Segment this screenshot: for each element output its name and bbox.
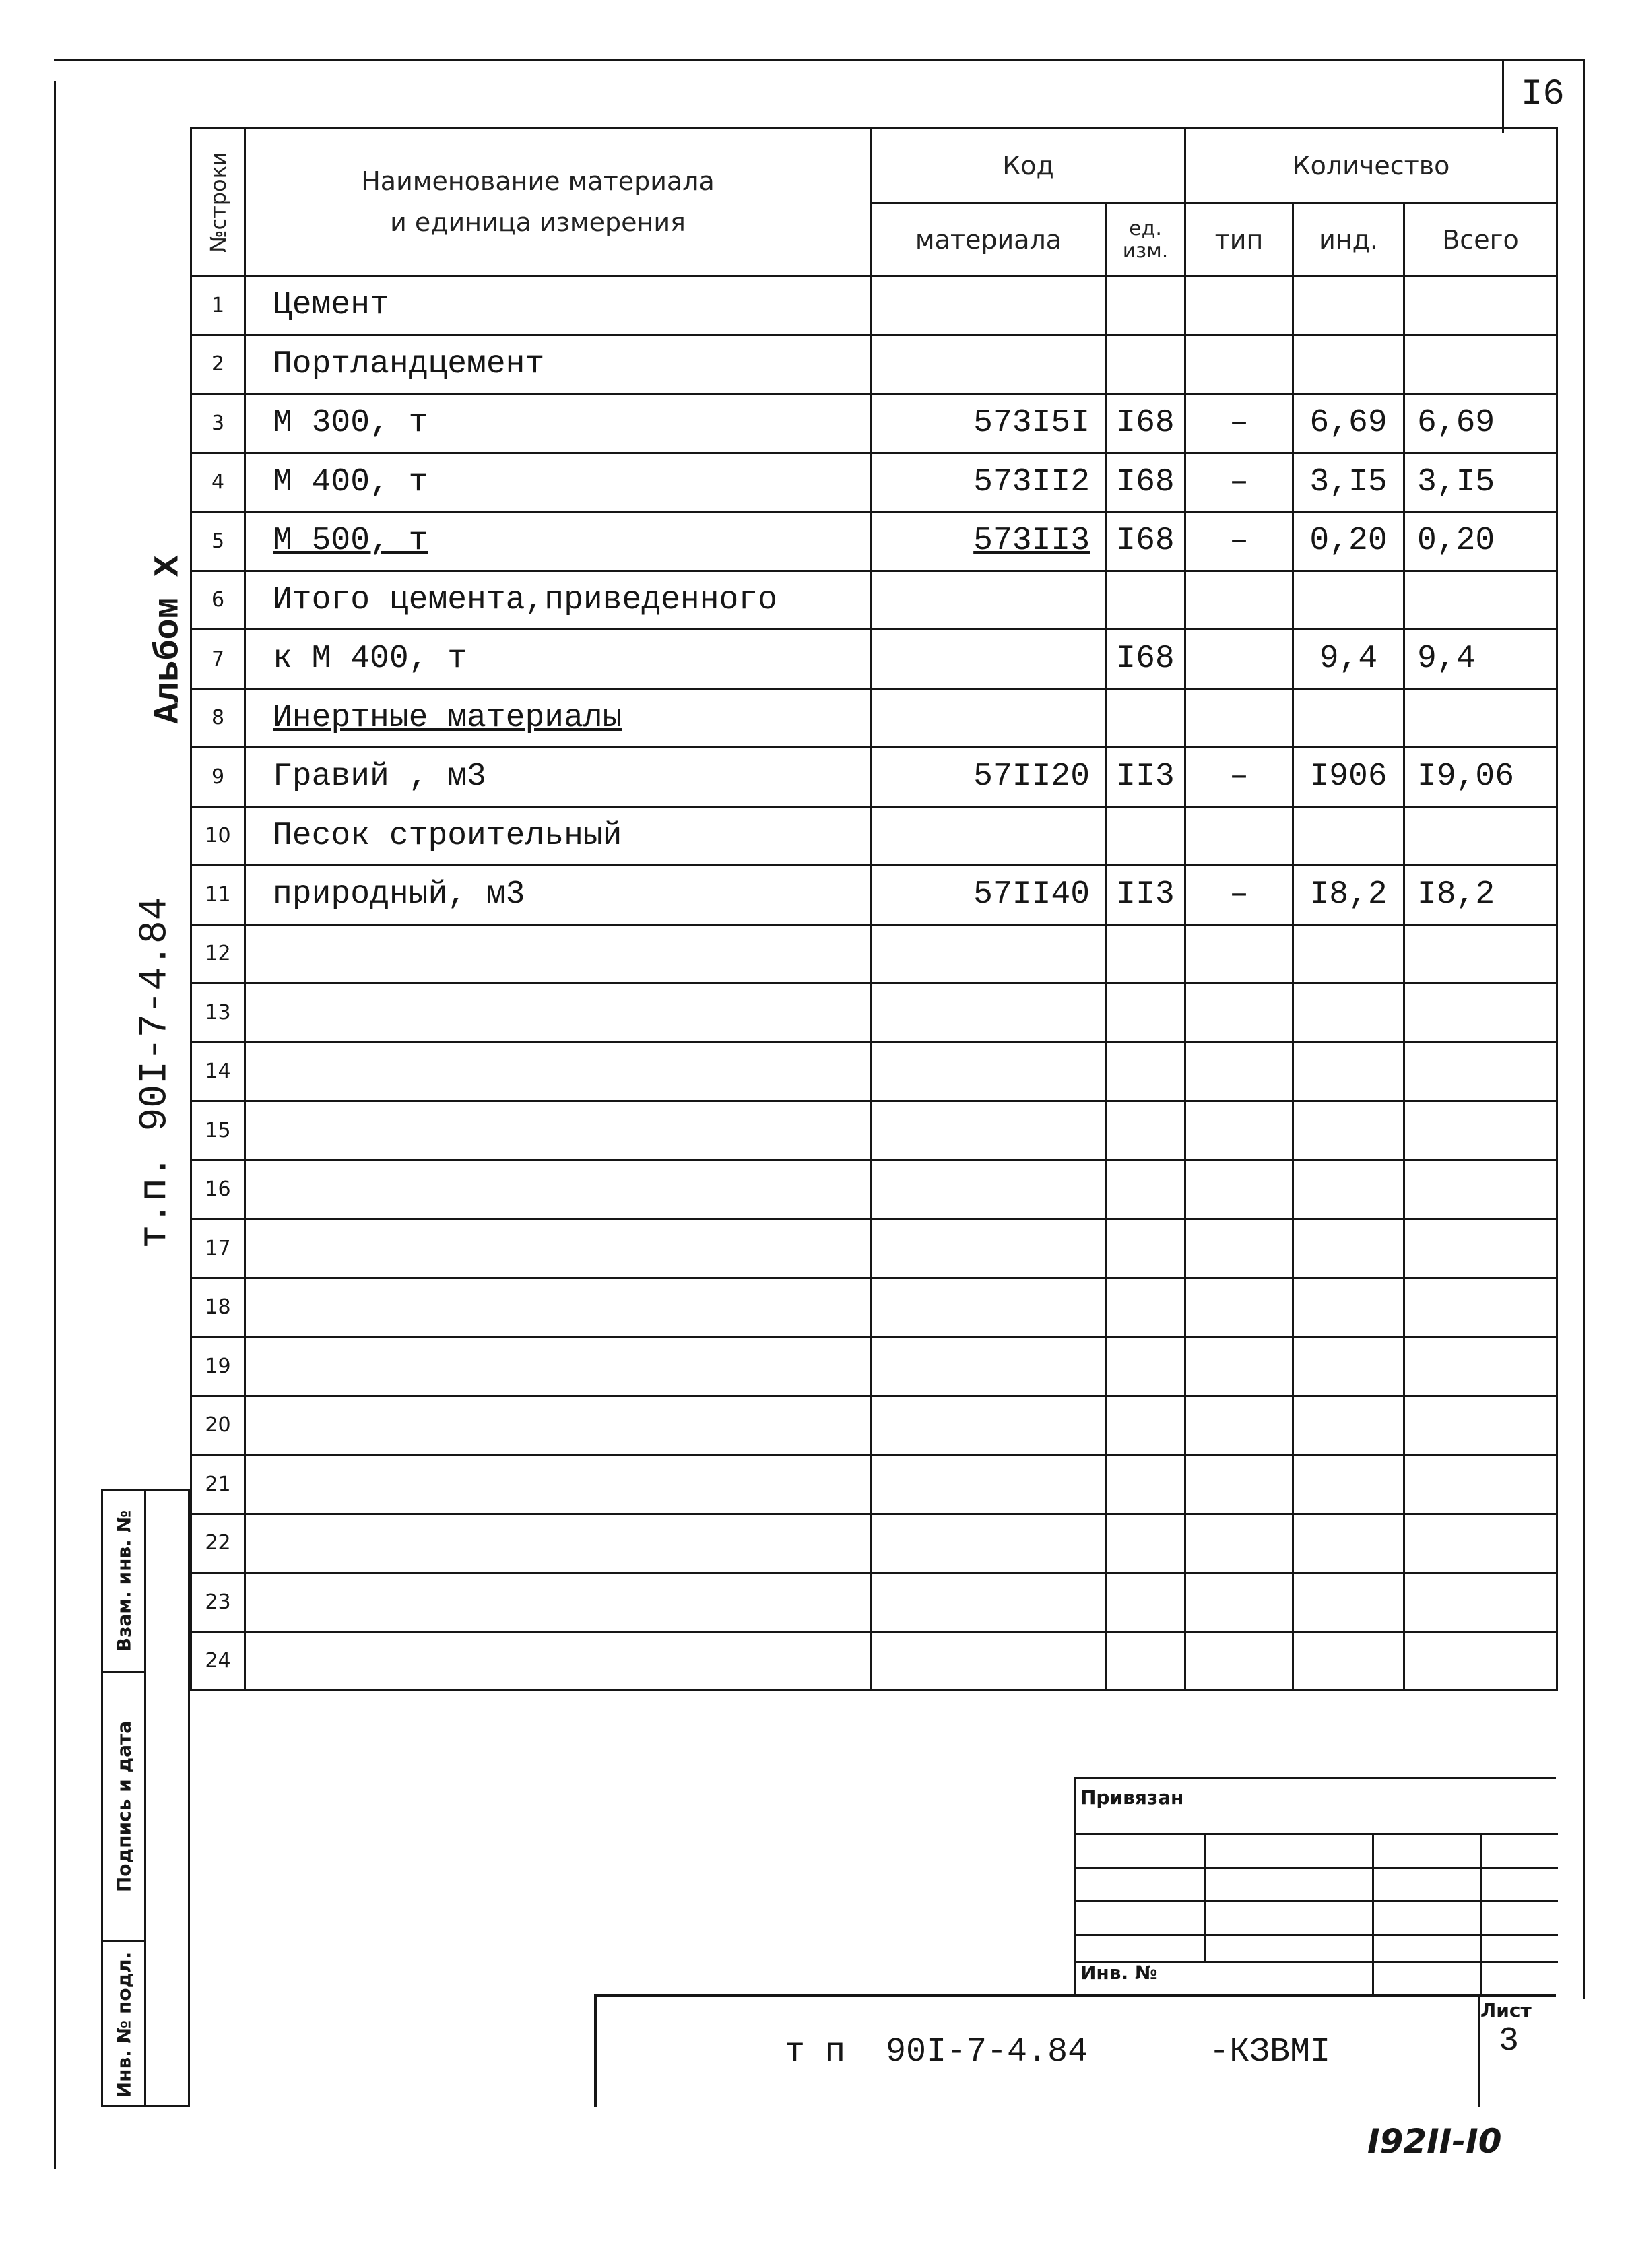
qty-ind-cell [1293,924,1404,983]
qty-type-cell [1185,1337,1293,1396]
row-number-cell: 11 [191,866,245,925]
row-number-cell: 18 [191,1278,245,1337]
material-name-cell: Цемент [245,276,872,335]
material-code-cell [872,983,1106,1043]
binding-line [1076,1900,1558,1902]
unit-code-cell [1106,1278,1185,1337]
qty-total-cell [1404,276,1557,335]
qty-type-cell [1185,335,1293,394]
qty-ind-cell: I8,2 [1293,866,1404,925]
qty-total-cell [1404,1101,1557,1161]
materials-table-body [191,276,1557,1691]
archive-number: I92II-I0 [1367,2122,1502,2161]
table-row [191,1101,1557,1161]
row-number-cell: 4 [191,453,245,512]
table-row [191,1042,1557,1101]
qty-total-cell [1404,1396,1557,1455]
material-name-cell: М 300, т [245,394,872,453]
material-code-cell [872,630,1106,689]
qty-type-cell: – [1185,512,1293,571]
material-name-cell: к М 400, т [245,630,872,689]
qty-type-cell [1185,1573,1293,1632]
header-code: Код [872,128,1185,203]
table-row [191,1573,1557,1632]
material-name-cell: Итого цемента,приведенного [245,571,872,630]
row-number-cell: 9 [191,748,245,807]
table-row [191,1455,1557,1514]
row-number-cell: 20 [191,1396,245,1455]
header-quantity: Количество [1185,128,1557,203]
qty-type-cell [1185,924,1293,983]
material-name-cell [245,1396,872,1455]
qty-ind-cell [1293,1219,1404,1278]
qty-type-cell [1185,630,1293,689]
table-row [191,394,1557,453]
row-number-cell: 24 [191,1631,245,1691]
material-code-cell [872,688,1106,748]
qty-total-cell [1404,688,1557,748]
qty-total-cell [1404,1219,1557,1278]
material-code-cell: 573I5I [872,394,1106,453]
material-code-cell [872,1455,1106,1514]
qty-ind-cell [1293,1396,1404,1455]
qty-ind-cell [1293,1042,1404,1101]
row-number-cell: 2 [191,335,245,394]
qty-type-cell [1185,1631,1293,1691]
qty-ind-cell: 3,I5 [1293,453,1404,512]
table-row [191,688,1557,748]
qty-type-cell [1185,1396,1293,1455]
binding-line [1076,1833,1558,1835]
material-name-cell [245,1101,872,1161]
unit-code-cell [1106,1455,1185,1514]
qty-ind-cell [1293,335,1404,394]
qty-total-cell [1404,1160,1557,1219]
qty-total-cell [1404,1455,1557,1514]
row-number-cell: 17 [191,1219,245,1278]
material-code-cell: 573II3 [872,512,1106,571]
qty-total-cell [1404,1631,1557,1691]
qty-total-cell [1404,1337,1557,1396]
material-name-cell: М 500, т [245,512,872,571]
qty-type-cell [1185,1514,1293,1573]
table-row [191,1160,1557,1219]
project-code-label: т.п. 90I-7-4.84 [133,897,178,1249]
material-code-cell [872,1631,1106,1691]
material-code-cell [872,1042,1106,1101]
table-row [191,335,1557,394]
material-name-cell: Портландцемент [245,335,872,394]
unit-code-cell: I68 [1106,394,1185,453]
qty-total-cell: I9,06 [1404,748,1557,807]
qty-ind-cell [1293,1514,1404,1573]
qty-type-cell [1185,1455,1293,1514]
row-number-cell: 3 [191,394,245,453]
qty-ind-cell [1293,1278,1404,1337]
unit-code-cell [1106,1514,1185,1573]
table-row [191,1631,1557,1691]
qty-ind-cell [1293,276,1404,335]
qty-total-cell: 0,20 [1404,512,1557,571]
row-number-cell: 6 [191,571,245,630]
unit-code-cell [1106,1337,1185,1396]
row-number-cell: 13 [191,983,245,1043]
qty-total-cell [1404,1573,1557,1632]
left-border-line [54,81,56,2169]
material-name-cell [245,1278,872,1337]
qty-ind-cell [1293,688,1404,748]
qty-ind-cell [1293,1573,1404,1632]
row-number-cell: 12 [191,924,245,983]
unit-code-cell [1106,806,1185,866]
qty-ind-cell [1293,1337,1404,1396]
qty-ind-cell [1293,1631,1404,1691]
unit-code-cell [1106,924,1185,983]
row-number-cell: 15 [191,1101,245,1161]
material-name-cell [245,924,872,983]
unit-code-cell: II3 [1106,866,1185,925]
unit-code-cell: I68 [1106,453,1185,512]
sheet-label: Лист [1480,1999,1532,2021]
unit-code-cell [1106,1160,1185,1219]
qty-total-cell [1404,1278,1557,1337]
row-number-cell: 8 [191,688,245,748]
row-number-cell: 23 [191,1573,245,1632]
material-name-cell [245,1573,872,1632]
unit-code-cell [1106,983,1185,1043]
sheet-number: 3 [1499,2022,1520,2061]
qty-type-cell [1185,688,1293,748]
table-row [191,806,1557,866]
qty-type-cell: – [1185,394,1293,453]
table-row [191,453,1557,512]
row-number-cell: 10 [191,806,245,866]
row-number-cell: 16 [191,1160,245,1219]
table-row [191,1514,1557,1573]
table-row [191,924,1557,983]
material-name-cell [245,1337,872,1396]
qty-type-cell: – [1185,866,1293,925]
row-number-cell: 19 [191,1337,245,1396]
row-number-cell: 5 [191,512,245,571]
material-code-cell [872,1278,1106,1337]
qty-type-cell: – [1185,453,1293,512]
qty-ind-cell: 6,69 [1293,394,1404,453]
table-row [191,276,1557,335]
material-name-cell [245,983,872,1043]
album-label: Альбом X [148,555,189,724]
unit-code-cell: I68 [1106,630,1185,689]
unit-code-cell [1106,1219,1185,1278]
material-name-cell: Инертные материалы [245,688,872,748]
approval-stamp-column [101,1489,190,2107]
material-code-cell [872,1337,1106,1396]
stamp-orig-inv: Инв. № подл. [103,1942,146,2107]
unit-code-cell: I68 [1106,512,1185,571]
binding-divider [1204,1833,1206,1961]
table-row [191,512,1557,571]
qty-ind-cell [1293,1101,1404,1161]
qty-ind-cell [1293,1160,1404,1219]
table-row [191,983,1557,1043]
qty-type-cell: – [1185,748,1293,807]
material-name-cell: М 400, т [245,453,872,512]
unit-code-cell [1106,1573,1185,1632]
qty-total-cell [1404,924,1557,983]
row-number-cell: 21 [191,1455,245,1514]
material-name-cell: природный, м3 [245,866,872,925]
qty-ind-cell: I906 [1293,748,1404,807]
qty-total-cell [1404,1514,1557,1573]
material-code-cell [872,806,1106,866]
material-name-cell [245,1042,872,1101]
binding-line [1076,1867,1558,1869]
qty-total-cell [1404,806,1557,866]
qty-total-cell [1404,571,1557,630]
qty-total-cell: 9,4 [1404,630,1557,689]
binding-line [1076,1934,1558,1936]
qty-ind-cell: 0,20 [1293,512,1404,571]
qty-type-cell [1185,571,1293,630]
material-code-cell: 573II2 [872,453,1106,512]
binding-label: Привязан [1080,1786,1184,1809]
header-code-unit: ед. изм. [1106,203,1185,276]
binding-divider [1480,1833,1482,1995]
material-code-cell [872,276,1106,335]
material-name-cell [245,1160,872,1219]
stamp-sign-date: Подпись и дата [103,1673,146,1942]
unit-code-cell [1106,1631,1185,1691]
qty-type-cell [1185,983,1293,1043]
table-row [191,1219,1557,1278]
unit-code-cell [1106,571,1185,630]
header-row-number: №строки [191,128,245,276]
unit-code-cell: II3 [1106,748,1185,807]
qty-type-cell [1185,1042,1293,1101]
material-name-cell [245,1631,872,1691]
table-row [191,1278,1557,1337]
qty-type-cell [1185,806,1293,866]
qty-ind-cell [1293,571,1404,630]
material-code-cell [872,1573,1106,1632]
material-code-cell [872,571,1106,630]
row-number-cell: 14 [191,1042,245,1101]
qty-type-cell [1185,276,1293,335]
table-row [191,748,1557,807]
unit-code-cell [1106,1042,1185,1101]
material-code-cell [872,1160,1106,1219]
material-code-cell [872,335,1106,394]
unit-code-cell [1106,335,1185,394]
material-code-cell [872,1219,1106,1278]
top-border-line [54,59,1583,61]
qty-total-cell [1404,983,1557,1043]
qty-ind-cell [1293,806,1404,866]
table-row [191,1337,1557,1396]
table-row [191,1396,1557,1455]
material-name-cell [245,1455,872,1514]
qty-total-cell [1404,1042,1557,1101]
material-code-cell [872,1101,1106,1161]
header-material-name: Наименование материала и единица измерения [245,128,872,276]
table-row [191,866,1557,925]
qty-total-cell [1404,335,1557,394]
material-name-cell: Песок строительный [245,806,872,866]
header-qty-total: Всего [1404,203,1557,276]
qty-type-cell [1185,1160,1293,1219]
table-row [191,630,1557,689]
qty-total-cell: I8,2 [1404,866,1557,925]
header-code-material: материала [872,203,1106,276]
header-qty-ind: инд. [1293,203,1404,276]
row-number-cell: 22 [191,1514,245,1573]
material-code-cell [872,1514,1106,1573]
qty-total-cell: 3,I5 [1404,453,1557,512]
row-number-cell: 1 [191,276,245,335]
material-code-cell [872,1396,1106,1455]
materials-table [190,127,1558,1691]
table-row [191,571,1557,630]
unit-code-cell [1106,276,1185,335]
qty-total-cell: 6,69 [1404,394,1557,453]
right-border-line [1583,59,1585,1999]
qty-ind-cell [1293,1455,1404,1514]
material-code-cell [872,924,1106,983]
material-code-cell: 57II40 [872,866,1106,925]
qty-ind-cell [1293,983,1404,1043]
unit-code-cell [1106,1101,1185,1161]
material-name-cell: Гравий , м3 [245,748,872,807]
qty-type-cell [1185,1278,1293,1337]
qty-type-cell [1185,1101,1293,1161]
row-number-cell: 7 [191,630,245,689]
inventory-label: Инв. № [1080,1962,1158,1984]
unit-code-cell [1106,688,1185,748]
unit-code-cell [1106,1396,1185,1455]
qty-type-cell [1185,1219,1293,1278]
material-name-cell [245,1219,872,1278]
material-code-cell: 57II20 [872,748,1106,807]
document-code: т п 90I-7-4.84 -КЗВМI [785,2033,1331,2071]
header-qty-type: тип [1185,203,1293,276]
material-name-cell [245,1514,872,1573]
binding-divider [1372,1833,1374,1995]
qty-ind-cell: 9,4 [1293,630,1404,689]
stamp-replace-inv: Взам. инв. № [103,1491,146,1673]
page-number: I6 [1521,74,1565,115]
